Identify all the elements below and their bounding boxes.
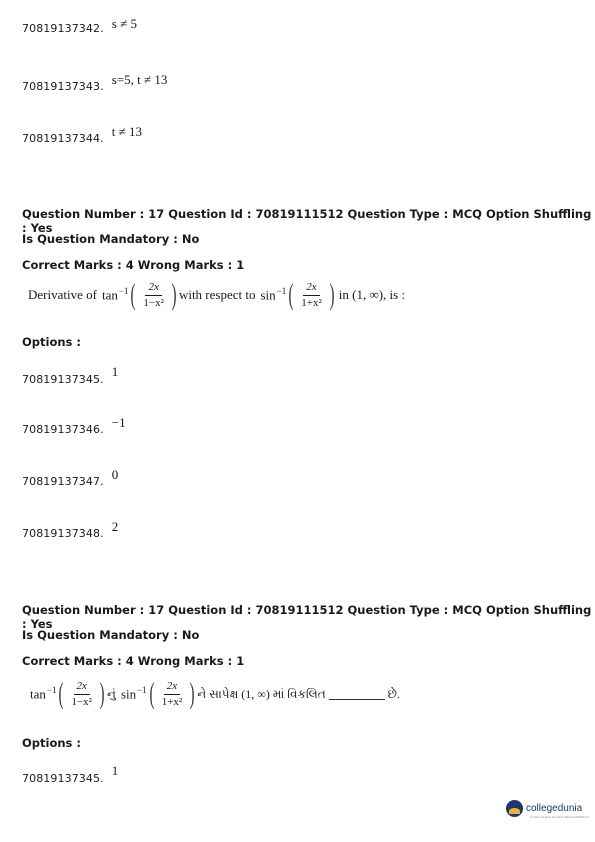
option-2[interactable] [22,412,126,436]
logo-mark-icon [506,800,523,817]
function-sin: $\sin^{-1}$ [120,685,147,702]
function-sin: $\sin^{-1}$ [260,286,287,303]
options-label: Options : [22,736,81,750]
stem-suffix: in (1, ∞), is : [338,287,406,302]
question-stem [28,280,405,310]
option-1[interactable] [22,361,119,386]
stem-end: છે. [387,686,400,701]
open-paren: ( [288,278,294,311]
fraction-1: $\frac{2x}{\text{1−x²}}$ [71,679,92,708]
fraction-1: $\frac{2x}{\text{1−x²}}$ [143,280,164,309]
stem-prefix: Derivative of [28,287,97,302]
option-text: 0 [111,467,119,482]
question-stem [28,679,400,709]
question-header-line3: Correct Marks : 4 Wrong Marks : 1 [22,654,245,668]
option-text: 1 [111,763,119,778]
close-paren: ) [99,677,105,710]
option-id: 70819137345. [22,772,104,785]
question-header-line2: Is Question Mandatory : No [22,628,200,642]
logo-tagline: India's largest Student Review Platform [530,815,590,819]
question-header-line1: Question Number : 17 Question Id : 70819111512 Question Type : MCQ Option Shuffling : Yes [22,603,592,631]
function-tan: $\tan^{-1}$ [101,286,129,303]
stem-middle: નું [106,686,116,701]
option-text: s=5, t ≠ 13 [111,72,168,87]
option-3[interactable] [22,464,119,488]
stem-middle: with respect to [178,287,256,302]
option-id: 70819137345. [22,373,104,386]
collegedunia-logo [506,800,590,819]
logo-text: collegedunia [526,803,583,814]
prev-option-3 [22,121,143,145]
fraction-2: $\frac{2x}{\text{1+x²}}$ [301,280,322,309]
option-id: 70819137342. [22,22,104,35]
option-id: 70819137344. [22,132,104,145]
prev-option-2 [22,69,168,93]
stem-suffix: ને સાપેક્ષ (1, ∞) માં વિકલિત [197,686,326,701]
open-paren: ( [58,677,64,710]
option-text: s ≠ 5 [111,16,137,31]
option-1[interactable] [22,760,119,785]
option-4[interactable] [22,516,119,540]
option-text: t ≠ 13 [111,124,143,139]
option-id: 70819137347. [22,475,104,488]
close-paren: ) [329,278,335,311]
function-tan: $\tan^{-1}$ [30,685,57,702]
option-text: 1 [111,364,119,379]
option-text: 2 [111,519,119,534]
close-paren: ) [171,278,177,311]
option-text: −1 [111,415,126,430]
open-paren: ( [149,677,155,710]
close-paren: ) [189,677,195,710]
question-header-line1: Question Number : 17 Question Id : 70819111512 Question Type : MCQ Option Shuffling : Yes [22,207,592,235]
open-paren: ( [130,278,136,311]
option-id: 70819137346. [22,423,104,436]
option-id: 70819137343. [22,80,104,93]
question-header-line2: Is Question Mandatory : No [22,232,200,246]
fraction-2: $\frac{2x}{\text{1+x²}}$ [161,679,183,708]
question-header-line3: Correct Marks : 4 Wrong Marks : 1 [22,258,245,272]
option-id: 70819137348. [22,527,104,540]
prev-option-1 [22,17,137,36]
answer-blank [329,689,385,700]
options-label: Options : [22,335,81,349]
